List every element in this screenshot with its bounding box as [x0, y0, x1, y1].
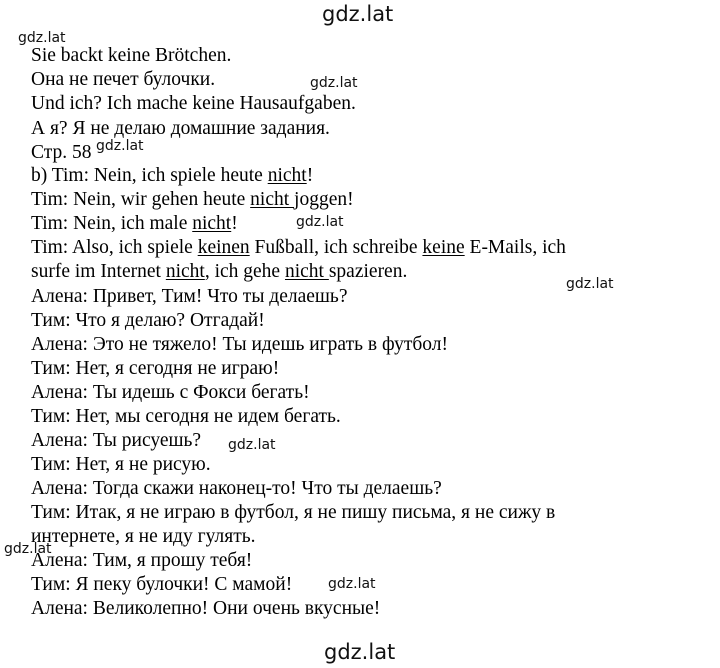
underlined-word: keinen — [197, 237, 250, 258]
text-line: Tim: Nein, ich male nicht! — [31, 213, 238, 234]
text-line: Алена: Ты рисуешь? — [31, 430, 202, 451]
text-line: Тим: Нет, я сегодня не играю! — [31, 358, 280, 379]
text-line: Sie backt keine Brötchen. — [31, 45, 232, 66]
watermark-top: gdz.lat — [322, 2, 394, 26]
underlined-word: nicht — [250, 189, 295, 210]
text-line: Тим: Что я делаю? Отгадай! — [31, 310, 265, 331]
watermark: gdz.lat — [228, 437, 276, 453]
text-line: Алена: Это не тяжело! Ты идешь играть в футбол! — [31, 334, 449, 355]
text-line: Tim: Also, ich spiele keinen Fußball, ich schreibe keine E-Mails, ich — [31, 237, 566, 258]
text-line: Она не печет булочки. — [31, 69, 216, 90]
watermark: gdz.lat — [310, 75, 358, 91]
text-line: Алена: Тогда скажи наконец-то! Что ты делаешь? — [31, 478, 442, 499]
text-line: Алена: Ты идешь с Фокси бегать! — [31, 382, 310, 403]
text-line: b) Tim: Nein, ich spiele heute nicht! — [31, 165, 314, 186]
text-line: Und ich? Ich mache keine Hausaufgaben. — [31, 93, 356, 114]
text-line: Алена: Великолепно! Они очень вкусные! — [31, 598, 381, 619]
underlined-word: nicht — [165, 261, 205, 282]
watermark: gdz.lat — [328, 576, 376, 592]
watermark: gdz.lat — [4, 541, 52, 557]
text-line: Тим: Итак, я не играю в футбол, я не пишу письма, я не сижу в — [31, 502, 556, 523]
watermark: gdz.lat — [18, 30, 66, 46]
text-line: Тим: Нет, я не рисую. — [31, 454, 211, 475]
text-line: Тим: Нет, мы сегодня не идем бегать. — [31, 406, 341, 427]
underlined-word: keine — [422, 237, 465, 258]
page-reference: Стр. 58 — [31, 142, 92, 163]
watermark: gdz.lat — [566, 276, 614, 292]
underlined-word: nicht — [267, 165, 307, 186]
text-line: Тим: Я пеку булочки! С мамой! — [31, 574, 293, 595]
text-line: Алена: Тим, я прошу тебя! — [31, 550, 253, 571]
watermark: gdz.lat — [96, 138, 144, 154]
text-line: Алена: Привет, Тим! Что ты делаешь? — [31, 286, 348, 307]
watermark-bottom: gdz.lat — [324, 640, 396, 664]
underlined-word: nicht — [284, 261, 329, 282]
underlined-word: nicht — [192, 213, 232, 234]
text-line: surfe im Internet nicht, ich gehe nicht spazieren. — [31, 261, 408, 282]
text-line: Tim: Nein, wir gehen heute nicht joggen! — [31, 189, 354, 210]
text-line: интернете, я не иду гулять. — [31, 526, 256, 547]
watermark: gdz.lat — [296, 214, 344, 230]
text-line: А я? Я не делаю домашние задания. — [31, 118, 330, 139]
